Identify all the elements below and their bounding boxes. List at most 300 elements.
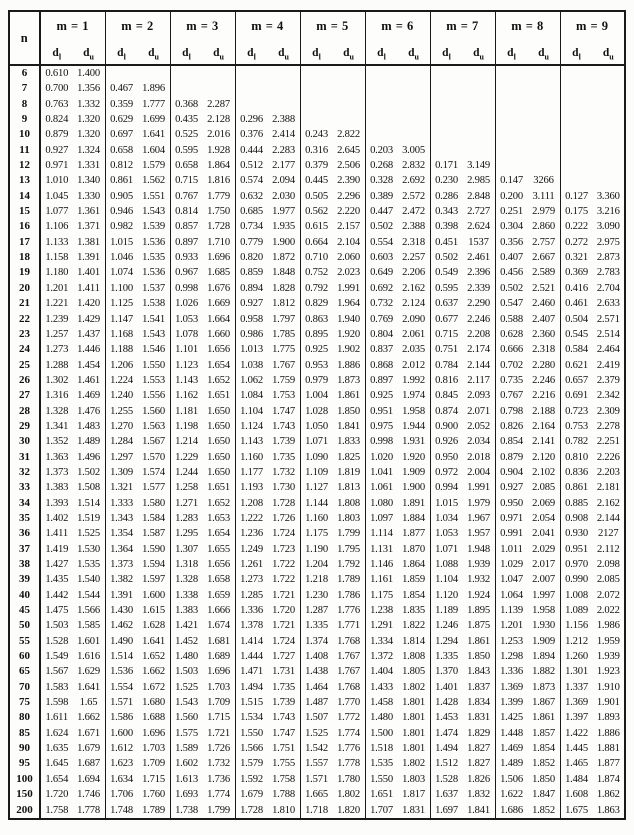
du-value-m3: 1.779 — [207, 190, 230, 202]
dl-value-m1: 1.158 — [40, 250, 73, 265]
n-value: 32 — [9, 465, 40, 480]
n-value: 95 — [9, 756, 40, 771]
du-value-m4: 1.747 — [272, 405, 295, 417]
dl-value-m9: 1.301 — [560, 664, 593, 679]
n-value: 13 — [9, 173, 40, 188]
dl-value-m4: 0.296 — [235, 112, 268, 127]
du-value-m1: 1.469 — [77, 390, 100, 402]
dl-value-m2: 1.270 — [105, 419, 138, 434]
dl-value-m3: 0.897 — [170, 235, 203, 250]
dl-value-m2 — [105, 65, 138, 81]
du-value-m4: 1.812 — [272, 298, 295, 310]
dl-value-m2: 1.382 — [105, 572, 138, 587]
group-header-m7: m = 7 — [430, 11, 495, 41]
du-value-m8: 1.997 — [532, 589, 555, 601]
du-value-m2 — [138, 65, 171, 81]
du-value-m8: 1.861 — [532, 712, 555, 724]
table-row-n-34 — [9, 496, 625, 511]
dl-value-m1: 1.611 — [40, 710, 73, 725]
dl-header-m5: $d_l$ — [300, 41, 333, 65]
du-value-m8: 1.852 — [532, 804, 555, 816]
dl-value-m7: 0.286 — [430, 189, 463, 204]
dl-value-m8: 0.251 — [495, 204, 528, 219]
du-value-m6: 2.692 — [402, 175, 425, 187]
du-value-m1: 1.641 — [77, 681, 100, 693]
table-row-n-90 — [9, 741, 625, 756]
du-value-m7 — [463, 143, 496, 158]
n-value: 30 — [9, 434, 40, 449]
dl-value-m4: 1.444 — [235, 649, 268, 664]
du-value-m3: 1.728 — [207, 221, 230, 233]
du-value-m3: 1.650 — [207, 451, 230, 463]
dl-value-m3: 0.767 — [170, 189, 203, 204]
dl-value-m5: 0.979 — [300, 373, 333, 388]
dl-value-m3: 1.101 — [170, 342, 203, 357]
table-header — [9, 11, 625, 65]
n-value: 100 — [9, 772, 40, 787]
du-value-m4: 1.721 — [272, 589, 295, 601]
du-value-m2: 1.577 — [142, 482, 165, 494]
dl-value-m1: 1.106 — [40, 219, 73, 234]
dl-value-m1: 1.645 — [40, 756, 73, 771]
dl-value-m1: 1.583 — [40, 680, 73, 695]
du-header-m2: $d_u$ — [138, 41, 171, 65]
dl-value-m4: 1.249 — [235, 542, 268, 557]
dl-value-m3 — [170, 65, 203, 81]
du-value-m2: 1.535 — [142, 252, 165, 264]
du-value-m1: 1.778 — [77, 804, 100, 816]
dl-value-m6: 1.372 — [365, 649, 398, 664]
du-value-m7: 1.832 — [467, 789, 490, 801]
du-value-m7: 1.827 — [467, 758, 490, 770]
du-value-m7: 1.831 — [467, 712, 490, 724]
dl-value-m1: 1.363 — [40, 450, 73, 465]
du-value-m5 — [333, 112, 366, 127]
dl-value-m2: 1.634 — [105, 772, 138, 787]
dl-value-m3: 0.715 — [170, 173, 203, 188]
dl-value-m8: 1.336 — [495, 664, 528, 679]
dl-value-m3: 1.613 — [170, 772, 203, 787]
dl-value-m4: 1.261 — [235, 557, 268, 572]
dl-value-m4: 0.574 — [235, 173, 268, 188]
du-value-m2: 1.541 — [142, 313, 165, 325]
n-value: 7 — [9, 81, 40, 96]
dl-value-m7: 1.453 — [430, 710, 463, 725]
du-value-m1: 1.476 — [77, 405, 100, 417]
du-value-m7: 1.837 — [467, 681, 490, 693]
du-value-m6: 1.808 — [402, 651, 425, 663]
du-value-m3: 1.696 — [207, 252, 230, 264]
dl-value-m7: 0.715 — [430, 327, 463, 342]
group-header-m9: m = 9 — [560, 11, 625, 41]
dl-value-m8: 1.029 — [495, 557, 528, 572]
dl-value-m3: 1.283 — [170, 511, 203, 526]
du-value-m9: 2.181 — [596, 482, 620, 494]
du-value-m1: 1.401 — [77, 267, 100, 279]
du-value-m9: 2.419 — [596, 359, 620, 371]
du-value-m7: 1.843 — [467, 666, 490, 678]
du-value-m8: 2.860 — [532, 221, 555, 233]
dl-value-m1: 1.567 — [40, 664, 73, 679]
du-value-m8: 2.246 — [532, 374, 555, 386]
dl-value-m5: 1.218 — [300, 572, 333, 587]
du-value-m1: 1.496 — [77, 451, 100, 463]
du-value-m7: 1.924 — [467, 589, 490, 601]
dl-value-m5: 1.718 — [300, 803, 333, 819]
dl-value-m1: 1.475 — [40, 603, 73, 618]
dl-header-m2: $d_l$ — [105, 41, 138, 65]
dl-value-m6: 1.080 — [365, 496, 398, 511]
dl-value-m2: 1.748 — [105, 803, 138, 819]
dl-value-m3: 1.162 — [170, 388, 203, 403]
dl-header-m6: $d_l$ — [365, 41, 398, 65]
du-value-m4: 1.739 — [272, 697, 295, 709]
du-value-m1: 1.489 — [77, 436, 100, 448]
n-value: 23 — [9, 327, 40, 342]
dl-value-m1: 0.763 — [40, 97, 73, 112]
dl-value-m2: 1.100 — [105, 281, 138, 296]
du-value-m5: 2.060 — [337, 252, 360, 264]
du-header-m8: $d_u$ — [528, 41, 561, 65]
dl-value-m7: 1.071 — [430, 542, 463, 557]
dl-value-m7: 0.502 — [430, 250, 463, 265]
du-value-m4: 1.743 — [272, 712, 295, 724]
du-value-m3: 1.652 — [207, 497, 230, 509]
du-value-m5: 2.220 — [337, 206, 360, 218]
table-row-n-38 — [9, 557, 625, 572]
du-value-m8: 2.069 — [532, 497, 555, 509]
du-value-m3: 1.650 — [207, 405, 230, 417]
dl-value-m5: 1.175 — [300, 526, 333, 541]
du-value-m4: 1.977 — [272, 206, 295, 218]
sub-header-row — [9, 41, 625, 65]
dl-value-m4: 0.958 — [235, 312, 268, 327]
dl-value-m8: 1.201 — [495, 618, 528, 633]
dl-value-m1: 1.411 — [40, 526, 73, 541]
du-value-m8: 2.141 — [532, 436, 555, 448]
du-value-m3: 1.653 — [207, 512, 230, 524]
dl-value-m9: 1.608 — [560, 787, 593, 802]
dl-value-m9: 0.369 — [560, 265, 593, 280]
dl-value-m2: 1.706 — [105, 787, 138, 802]
du-value-m9: 3.090 — [596, 221, 620, 233]
dl-value-m1: 1.402 — [40, 511, 73, 526]
du-value-m4 — [268, 97, 301, 112]
dl-value-m9: 0.723 — [560, 404, 593, 419]
dl-value-m1: 1.180 — [40, 265, 73, 280]
dl-value-m7: 0.677 — [430, 312, 463, 327]
du-value-m2: 1.537 — [142, 282, 165, 294]
du-value-m6: 1.801 — [402, 712, 425, 724]
table-row-n-29 — [9, 419, 625, 434]
dl-value-m4: 1.273 — [235, 572, 268, 587]
dl-value-m4: 0.376 — [235, 127, 268, 142]
dl-value-m4: 0.685 — [235, 204, 268, 219]
du-value-m7: 1537 — [468, 236, 489, 248]
du-value-m9: 2.783 — [596, 267, 620, 279]
du-value-m3: 1.656 — [207, 559, 230, 570]
n-value: 21 — [9, 296, 40, 311]
dl-value-m7: 1.189 — [430, 603, 463, 618]
du-value-m5: 2.390 — [337, 175, 360, 187]
table-row-n-31 — [9, 450, 625, 465]
dl-value-m4: 0.444 — [235, 143, 268, 158]
dl-value-m8: 0.666 — [495, 342, 528, 357]
du-value-m3: 1.696 — [207, 666, 230, 678]
du-value-m3: 1.659 — [207, 589, 230, 601]
dl-value-m9: 0.545 — [560, 327, 593, 342]
dl-value-m9: 0.885 — [560, 496, 593, 511]
du-value-m8: 2.029 — [532, 543, 555, 555]
dl-value-m5: 0.505 — [300, 189, 333, 204]
du-value-m2: 1.567 — [142, 436, 165, 448]
du-value-m4: 1.721 — [272, 620, 295, 632]
du-value-m7: 1.939 — [467, 559, 490, 570]
du-value-m9: 3.360 — [596, 190, 620, 202]
du-value-m9: 2.514 — [596, 328, 620, 340]
dl-value-m9 — [560, 112, 593, 127]
du-value-m2: 1.709 — [142, 758, 165, 770]
du-value-m2: 1.538 — [142, 298, 165, 310]
n-value: 38 — [9, 557, 40, 572]
n-value: 33 — [9, 480, 40, 495]
dl-value-m6: 1.518 — [365, 741, 398, 756]
n-value: 14 — [9, 189, 40, 204]
dl-value-m5: 1.335 — [300, 618, 333, 633]
n-value: 10 — [9, 127, 40, 142]
du-value-m2: 1.604 — [142, 144, 165, 156]
dl-value-m4: 1.177 — [235, 465, 268, 480]
dl-value-m8 — [495, 112, 528, 127]
table-row-n-7 — [9, 81, 625, 96]
du-value-m8: 2.460 — [532, 298, 555, 310]
table-row-n-12 — [9, 158, 625, 173]
dl-value-m3: 1.214 — [170, 434, 203, 449]
dl-value-m9 — [560, 81, 593, 96]
du-value-m9: 2.704 — [596, 282, 620, 294]
n-value: 37 — [9, 542, 40, 557]
dl-value-m5: 1.571 — [300, 772, 333, 787]
dl-value-m1: 1.435 — [40, 572, 73, 587]
du-value-m9 — [593, 112, 626, 127]
n-value: 90 — [9, 741, 40, 756]
dl-value-m9: 0.782 — [560, 434, 593, 449]
dl-value-m3: 1.198 — [170, 419, 203, 434]
du-value-m3: 1.816 — [207, 175, 230, 187]
dl-value-m7: 0.784 — [430, 358, 463, 373]
du-value-m6: 1.944 — [402, 420, 425, 432]
dl-value-m2: 1.125 — [105, 296, 138, 311]
dl-value-m3: 1.589 — [170, 741, 203, 756]
dl-value-m1: 1.077 — [40, 204, 73, 219]
du-value-m6: 1.822 — [402, 620, 425, 632]
n-value: 70 — [9, 680, 40, 695]
dl-value-m1: 1.341 — [40, 419, 73, 434]
dl-value-m6: 1.146 — [365, 557, 398, 572]
dl-value-m8: 1.253 — [495, 634, 528, 649]
du-value-m9: 2.098 — [596, 559, 620, 570]
du-value-m5 — [333, 97, 366, 112]
dl-value-m3: 0.658 — [170, 158, 203, 173]
du-value-m5: 1.902 — [337, 344, 360, 356]
dl-value-m4: 1.566 — [235, 741, 268, 756]
du-value-m4: 1.785 — [272, 328, 295, 340]
du-value-m5: 1.792 — [337, 559, 360, 570]
dl-value-m1: 1.720 — [40, 787, 73, 802]
n-value: 15 — [9, 204, 40, 219]
du-value-m6: 1.958 — [402, 405, 425, 417]
du-value-m6: 1.831 — [402, 804, 425, 816]
dl-value-m8: 1.369 — [495, 680, 528, 695]
du-value-m7: 1.967 — [467, 512, 490, 524]
du-value-m6: 2.472 — [402, 206, 425, 218]
du-value-m8: 2.979 — [532, 206, 555, 218]
du-value-m5: 1.776 — [337, 605, 360, 617]
du-value-m9: 2.873 — [596, 252, 620, 264]
du-value-m1: 1.411 — [77, 282, 100, 294]
du-value-m1: 1.540 — [77, 574, 100, 586]
dl-value-m6: 0.328 — [365, 173, 398, 188]
dl-value-m9 — [560, 173, 593, 188]
dl-value-m1: 1.419 — [40, 542, 73, 557]
du-value-m6: 1.870 — [402, 543, 425, 555]
du-value-m3: 1.654 — [207, 359, 230, 371]
dl-value-m1: 1.316 — [40, 388, 73, 403]
dl-value-m3: 0.435 — [170, 112, 203, 127]
table-row-n-39 — [9, 572, 625, 587]
dl-value-m1: 1.257 — [40, 327, 73, 342]
dl-value-m1: 1.528 — [40, 634, 73, 649]
dl-value-m5: 1.438 — [300, 664, 333, 679]
dl-value-m6 — [365, 112, 398, 127]
du-value-m7: 1.895 — [467, 605, 490, 617]
dl-value-m6: 1.433 — [365, 680, 398, 695]
du-value-m5: 1.774 — [337, 727, 360, 739]
du-value-m3: 1.710 — [207, 236, 230, 248]
du-value-m4: 1.753 — [272, 390, 295, 402]
dl-value-m6: 0.554 — [365, 235, 398, 250]
dl-value-m7: 0.595 — [430, 281, 463, 296]
du-value-m8: 2.216 — [532, 390, 555, 402]
dl-value-m6: 1.131 — [365, 542, 398, 557]
dl-value-m3: 1.693 — [170, 787, 203, 802]
dl-value-m3: 1.078 — [170, 327, 203, 342]
dl-value-m8: 1.425 — [495, 710, 528, 725]
du-value-m5 — [333, 65, 366, 81]
dl-value-m1: 1.442 — [40, 588, 73, 603]
dl-value-m6: 0.925 — [365, 388, 398, 403]
dl-value-m4: 0.927 — [235, 296, 268, 311]
dl-value-m2: 1.168 — [105, 327, 138, 342]
table-row-n-18 — [9, 250, 625, 265]
du-value-m4: 1.730 — [272, 482, 295, 494]
dl-value-m6 — [365, 127, 398, 142]
n-value: 18 — [9, 250, 40, 265]
du-value-m7: 1.979 — [467, 497, 490, 509]
group-header-m8: m = 8 — [495, 11, 560, 41]
du-value-m2: 1.688 — [142, 712, 165, 724]
dl-value-m4: 1.084 — [235, 388, 268, 403]
dl-value-m5: 0.752 — [300, 265, 333, 280]
du-value-m7: 2.727 — [467, 206, 490, 218]
du-value-m4: 1.722 — [272, 559, 295, 570]
du-value-m4: 1.727 — [272, 651, 295, 663]
du-value-m8: 3.111 — [532, 190, 555, 202]
du-value-m8: 1.894 — [532, 651, 555, 663]
dl-value-m2: 1.015 — [105, 235, 138, 250]
du-value-m6: 2.257 — [402, 252, 425, 264]
du-value-m7: 2.339 — [467, 282, 490, 294]
dl-value-m4: 1.208 — [235, 496, 268, 511]
dl-value-m2: 1.321 — [105, 480, 138, 495]
dl-value-m5: 0.445 — [300, 173, 333, 188]
du-value-m4: 1.755 — [272, 758, 295, 770]
du-value-m7: 1.875 — [467, 620, 490, 632]
du-value-m8 — [528, 81, 561, 96]
dl-value-m1: 0.824 — [40, 112, 73, 127]
dl-value-m3: 1.244 — [170, 465, 203, 480]
dl-value-m8: 1.399 — [495, 695, 528, 710]
dl-value-m2: 1.554 — [105, 680, 138, 695]
du-value-m3: 1.652 — [207, 374, 230, 386]
du-value-m5: 1.786 — [337, 589, 360, 601]
du-value-m8: 2.318 — [532, 344, 555, 356]
n-value: 31 — [9, 450, 40, 465]
du-value-m4: 2.030 — [272, 190, 295, 202]
du-value-m5: 1.802 — [337, 789, 360, 801]
du-value-m4: 1.775 — [272, 344, 295, 356]
dl-value-m4: 1.285 — [235, 588, 268, 603]
dl-value-m2: 1.046 — [105, 250, 138, 265]
du-value-m2: 1.553 — [142, 374, 165, 386]
du-value-m4: 2.414 — [272, 129, 295, 141]
du-value-m4: 2.388 — [272, 114, 295, 126]
dl-value-m6: 1.404 — [365, 664, 398, 679]
du-value-m6 — [398, 97, 431, 112]
du-value-m1: 1.671 — [77, 727, 100, 739]
table-row-n-24 — [9, 342, 625, 357]
dl-value-m4: 1.515 — [235, 695, 268, 710]
du-value-m5: 1.825 — [337, 451, 360, 463]
du-value-m8: 1.958 — [532, 605, 555, 617]
du-value-m6: 2.061 — [402, 328, 425, 340]
du-value-m2: 1.587 — [142, 528, 165, 540]
du-value-m2: 1.672 — [142, 681, 165, 693]
dl-value-m8: 1.448 — [495, 726, 528, 741]
du-value-m3: 1.715 — [207, 712, 230, 724]
du-value-m9: 1.910 — [596, 681, 620, 693]
dl-value-m9 — [560, 158, 593, 173]
dl-value-m5: 1.127 — [300, 480, 333, 495]
dl-value-m9: 1.445 — [560, 741, 593, 756]
du-value-m5: 2.023 — [337, 267, 360, 279]
dl-value-m5: 1.542 — [300, 741, 333, 756]
n-value: 12 — [9, 158, 40, 173]
dl-value-m8: 0.502 — [495, 281, 528, 296]
dl-value-m8: 0.588 — [495, 312, 528, 327]
du-value-m1: 1.566 — [77, 605, 100, 617]
n-value: 28 — [9, 404, 40, 419]
table-row-n-20 — [9, 281, 625, 296]
du-value-m3: 1.650 — [207, 420, 230, 432]
dl-value-m7: 0.994 — [430, 480, 463, 495]
dl-value-m9: 0.930 — [560, 526, 593, 541]
dl-value-m8: 1.298 — [495, 649, 528, 664]
du-value-m5: 1.964 — [337, 298, 360, 310]
dl-value-m3: 1.738 — [170, 803, 203, 819]
dl-value-m5: 1.464 — [300, 680, 333, 695]
dl-value-m6: 0.732 — [365, 296, 398, 311]
